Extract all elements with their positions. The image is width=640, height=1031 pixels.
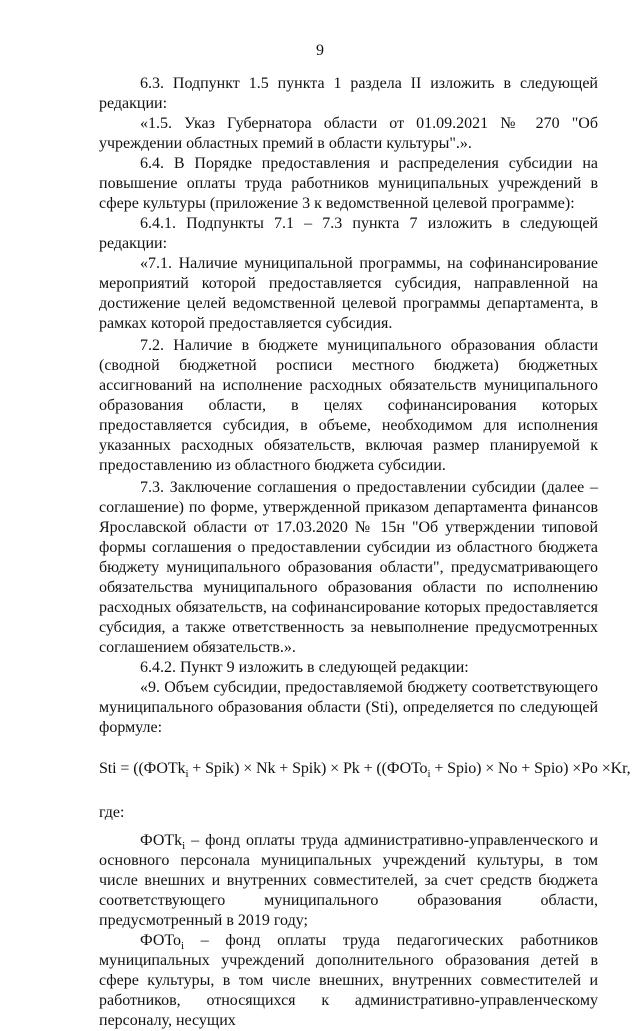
formula-subscript-1: i [185, 768, 189, 781]
paragraph-7-3: 7.3. Заключение соглашения о предоставлении субсидии (далее – соглашение) по форме, утвержденной приказом департамента финансов Ярославской области от 17.03.2020 № 15н "Об утверждении типовой формы соглашения о предоставлении субсидии из областного бюджета бюджету муниципального образования области", предусматривающего обязательства муниципального образования области по исполнению расходных обязательств, на софинансирование которых предоставляется субсидия, а также ответственность за невыполнение предусмотренных соглашением обязательств.». [99, 479, 598, 656]
definition-foto [99, 931, 598, 1031]
paragraph-7-2: 7.2. Наличие в бюджете муниципального образования области (сводной бюджетной росписи местного бюджета) бюджетных ассигнований на исполнение расходных обязательств муниципального образования области, в целях софинансирования которых предоставляется субсидия, в объеме, необходимом для исполнения указанных расходных обязательств, включая размер планируемой к предоставлению из областного бюджета субсидии. [99, 337, 598, 474]
definition-term: ФОТо [140, 932, 181, 949]
definition-term: ФОТk [140, 832, 183, 849]
paragraph-7-1: «7.1. Наличие муниципальной программы, на софинансирование мероприятий которой предоставляется субсидия, направленной на достижение целей ведомственной целевой программы департамента, в рамках которой предоставляется субсидия. [99, 255, 598, 332]
formula-part-2: + Spik) × Nk + Spik) × Pk + ((ФОТо [188, 760, 428, 777]
definition-text: – фонд оплаты труда педагогических работников муниципальных учреждений дополнительного образования детей в сфере культуры, в том числе внешних, внутренних совместителей и работников, относящихся к административно-управленческому персоналу, несущих [99, 932, 598, 1029]
subsidy-formula [99, 759, 631, 781]
definition-fotk [99, 831, 598, 931]
paragraph-1-5-quote: «1.5. Указ Губернатора области от 01.09.2021 № 270 "Об учреждении областных премий в области культуры".». [99, 115, 598, 152]
page-number: 9 [316, 42, 324, 59]
definition-text: – фонд оплаты труда административно-управленческого и основного персонала муниципальных учреждений культуры, в том числе внешних и внутренних совместителей, за счет средств бюджета соответствующего муниципального образования области, предусмотренный в 2019 году; [99, 832, 598, 929]
definition-term-subscript: i [180, 940, 185, 953]
paragraph-9-quote: «9. Объем субсидии, предоставляемой бюджету соответствующего муниципального образования области (Sti), определяется по следующей формуле: [99, 679, 598, 736]
document-body [99, 74, 631, 1031]
paragraph-6-4-2: 6.4.2. Пункт 9 изложить в следующей редакции: [140, 659, 469, 676]
formula-part-3: + Spio) × No + Spio) ×Po ×Kr, [430, 760, 631, 777]
formula-part-1: Sti = ((ФОТk [99, 760, 186, 777]
paragraph-6-4: 6.4. В Порядке предоставления и распределения субсидии на повышение оплаты труда работников муниципальных учреждений в сфере культуры (приложение 3 к ведомственной целевой программе): [99, 155, 598, 212]
where-label: где: [99, 804, 125, 821]
paragraph-6-3: 6.3. Подпункт 1.5 пункта 1 раздела II изложить в следующей редакции: [99, 75, 598, 112]
paragraph-6-4-1: 6.4.1. Подпункты 7.1 – 7.3 пункта 7 изложить в следующей редакции: [99, 215, 598, 252]
formula-subscript-2: i [427, 768, 431, 781]
definition-term-subscript: i [182, 840, 186, 853]
